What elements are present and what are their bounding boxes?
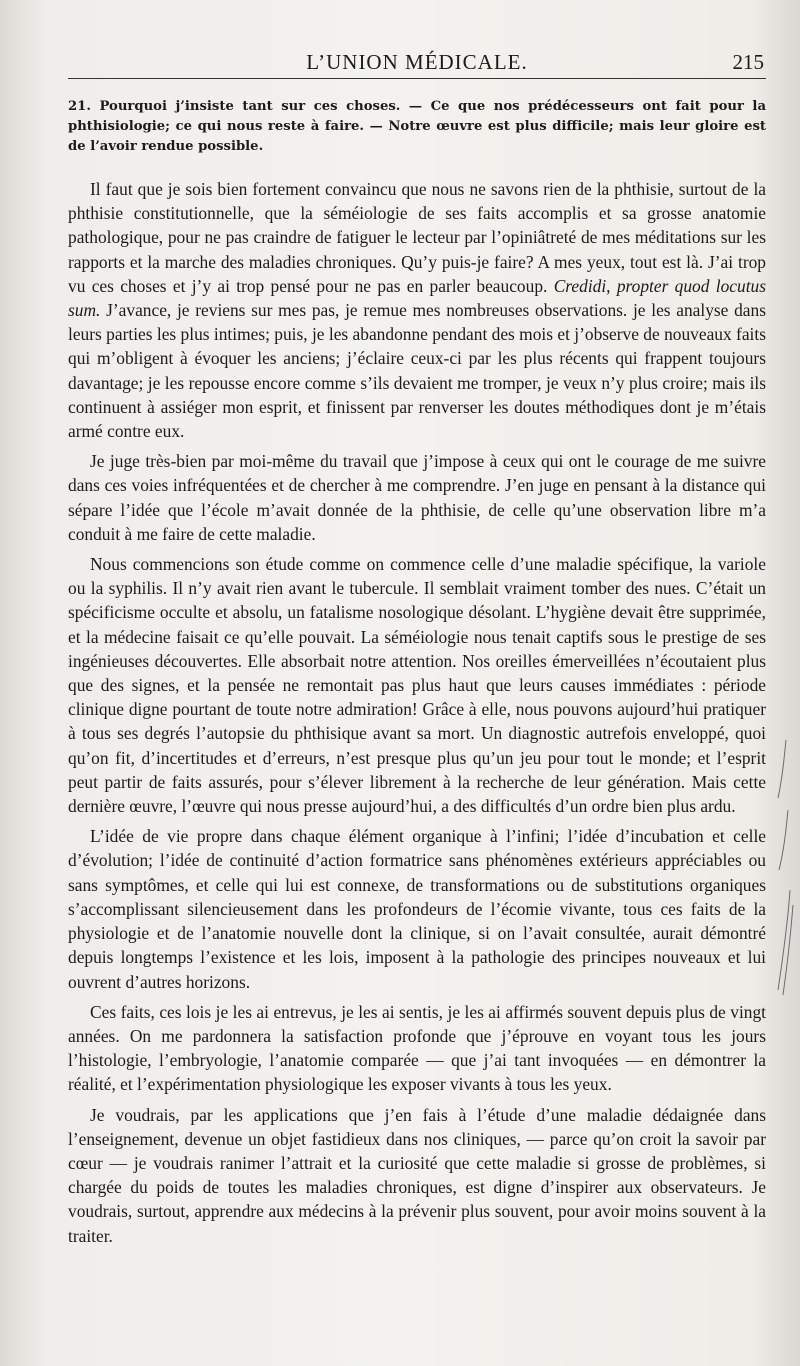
- paragraph-3: Nous commencions son étude comme on commence celle d’une maladie spécifique, la variole ou la syphilis. Il n’y avait rien avant le tubercule. Il semblait vraiment tomber des nues. C’était un spécificisme occulte et absolu, un fatalisme nosologique désolant. L’hygiène devait être supprimée, et la médecine faisait ce qu’elle pouvait. La séméiologie nous tenait captifs sous le prestige de ses ingénieuses découvertes. Elle absorbait notre attention. Nos oreilles émerveillées n’écoutaient plus que des signes, et la pensée ne remontait pas plus haut que leurs causes immédiates : période clinique digne pourtant de toute notre admiration! Grâce à elle, nous pouvons aujourd’hui pratiquer à tous ses degrés l’autopsie du phthisique avant sa mort. Un diagnostic autrefois enveloppé, quoi qu’on fit, d’incertitudes et d’erreurs, n’est presque plus qu’un jeu pour tout le monde; et l’esprit peut partir de faits assurés, pour s’élever librement à la recherche de leur génération. Mais cette dernière œuvre, l’œuvre qui nous presse aujourd’hui, a des difficultés d’un ordre bien plus ardu.: [68, 554, 766, 817]
- journal-title: L’UNION MÉDICALE.: [306, 50, 528, 74]
- paragraph-1-text-a: Il faut que je sois bien fortement convaincu que nous ne savons rien de la phthisie, surtout de la phthisie constitutionnelle, que la séméiologie de ses faits accomplis et sa grosse anatomie pathologique, pour ne pas craindre de fatiguer le lecteur par l’opiniâtreté de mes méditations sur les rapports et la marche des maladies chroniques. Qu’y puis-je faire? A mes yeux, tout est là. J’ai trop vu ces choses et j’y ai trop pensé pour ne pas en parler beaucoup.: [68, 179, 766, 296]
- paragraph-4: L’idée de vie propre dans chaque élément organique à l’infini; l’idée d’incubation et celle d’évolution; l’idée de continuité d’action formatrice sans phénomènes extérieurs appréciables ou sans symptômes, et celle qui lui est connexe, de transformations ou de substitutions organiques s’accomplissant silencieusement dans les profondeurs de l’écomie vivante, tous ces faits de la physiologie et de l’anatomie nouvelle dont la clinique, si on l’avait consultée, aurait démontré depuis longtemps l’existence et les lois, imposent à la pathologie des principes nouveaux et lui ouvrent d’autres horizons.: [68, 826, 766, 992]
- page-number: 215: [732, 50, 764, 74]
- paragraph-2: Je juge très-bien par moi-même du travail que j’impose à ceux qui ont le courage de me suivre dans ces voies infréquentées et de chercher à me comprendre. J’en juge en pensant à la distance qui sépare l’idée que l’école m’avait donnée de la phthisie, de celle qu’une observation libre m’a conduit à me faire de cette maladie.: [68, 451, 766, 544]
- paragraph-1: [68, 177, 766, 443]
- section-heading: 21. Pourquoi j’insiste tant sur ces choses. — Ce que nos prédécesseurs ont fait pour la phthisiologie; ce qui nous reste à faire. — Notre œuvre est plus difficile; mais leur gloire est de l’avoir rendue possible.: [68, 99, 766, 154]
- paragraph-6: Je voudrais, par les applications que j’en fais à l’étude d’une maladie dédaignée dans l’enseignement, devenue un objet fastidieux dans nos cliniques, — parce qu’on croit la savoir par cœur — je voudrais ranimer l’attrait et la curiosité que cette maladie si grosse de problèmes, si chargée du poids de toutes les maladies chroniques, est digne d’inspirer aux observateurs. Je voudrais, surtout, apprendre aux médecins à la prévenir plus souvent, pour avoir moins souvent à la traiter.: [68, 1104, 766, 1246]
- latin-quote: Credidi, propter quod locutus sum.: [68, 275, 766, 321]
- paragraph-1-text-b: J’avance, je reviens sur mes pas, je remue mes nombreuses observations. je les analyse dans leurs parties les plus intimes; puis, je les abandonne pendant des mois et j’observe de nouveaux faits qui m’obligent à évoquer les anciens; j’éclaire ceux-ci par les plus récents qui frappent toujours davantage; je les repousse encore comme s’ils devaient me tromper, je veux n’y plus croire; mais ils continuent à assiéger mon esprit, et finissent par renverser les doutes méthodiques dont je m’étais armé contre eux.: [68, 300, 766, 442]
- running-header: [68, 48, 766, 79]
- article-body: [68, 177, 766, 1248]
- paragraph-5: Ces faits, ces lois je les ai entrevus, je les ai sentis, je les ai affirmés souvent depuis plus de vingt années. On me pardonnera la satisfaction profonde que j’éprouve en voyant tous les jours l’histologie, l’embryologie, l’anatomie comparée — que j’ai tant invoquées — en démontrer la réalité, et l’expérimentation physiologique les exposer vivants à tous les yeux.: [68, 1001, 766, 1095]
- margin-pencil-marks: [764, 740, 794, 1000]
